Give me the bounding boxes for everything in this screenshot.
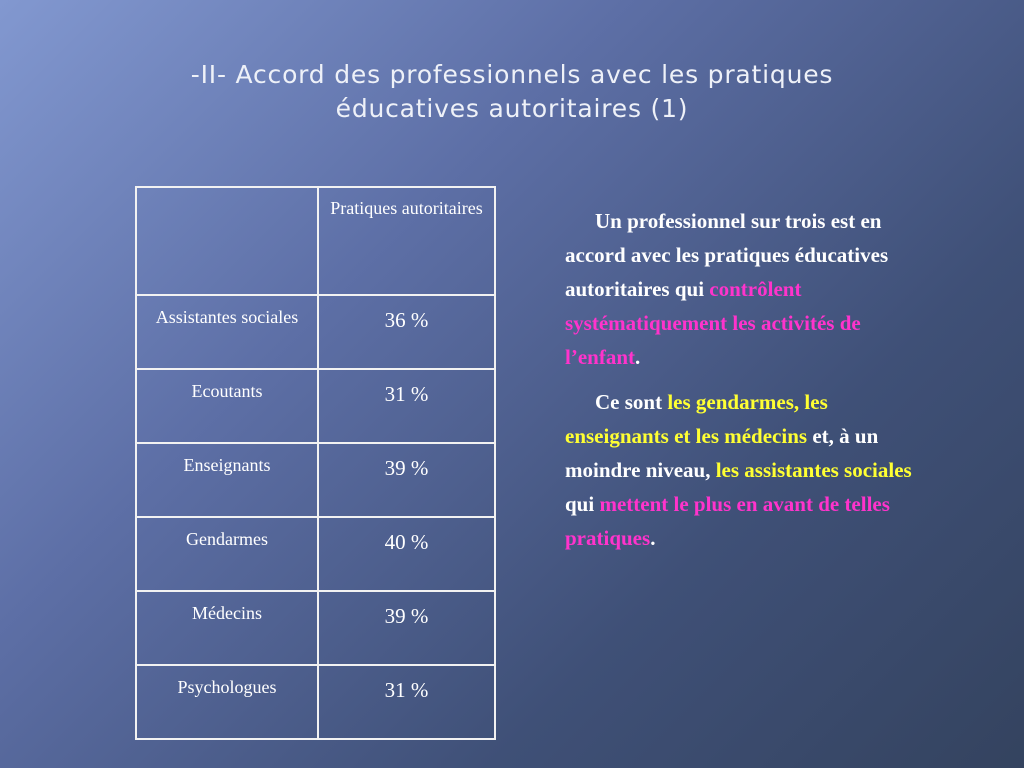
summary-text: et, à un moindre niveau,	[565, 424, 879, 482]
summary-text-end: .	[650, 526, 656, 550]
table-row	[136, 591, 495, 665]
summary-text: Un professionnel sur trois est en accord avec les pratiques éducatives autoritaires qui	[565, 209, 889, 301]
table-row-label: Ecoutants	[136, 369, 318, 443]
highlight-pink-text: contrôlent systématiquement les activités de l’enfant	[565, 277, 861, 369]
summary-text: Ce sont	[595, 390, 668, 414]
slide-title: -II- Accord des professionnels avec les pratiques éducatives autoritaires (1)	[190, 60, 834, 123]
summary-text-box	[565, 204, 925, 566]
highlight-pink-text: mettent le plus en avant de telles pratiques	[565, 492, 890, 550]
table-corner-cell	[136, 187, 318, 295]
table-row	[136, 443, 495, 517]
summary-text: qui	[565, 492, 600, 516]
table-row	[136, 369, 495, 443]
table-row	[136, 517, 495, 591]
table-row-label: Gendarmes	[136, 517, 318, 591]
table-column-header: Pratiques autoritaires	[318, 187, 495, 295]
highlight-yellow-text: les gendarmes, les enseignants et les médecins	[565, 390, 828, 448]
table-row-value: 31 %	[318, 369, 495, 443]
table-row	[136, 295, 495, 369]
table-row-label: Psychologues	[136, 665, 318, 739]
table-row-value: 36 %	[318, 295, 495, 369]
highlight-yellow-text: les assistantes sociales	[715, 458, 912, 482]
table-row-label: Assistantes sociales	[136, 295, 318, 369]
table-row-value: 31 %	[318, 665, 495, 739]
summary-paragraph-2	[565, 385, 925, 555]
table-row	[136, 665, 495, 739]
table-row-label: Enseignants	[136, 443, 318, 517]
table-header-row	[136, 187, 495, 295]
table-row-value: 39 %	[318, 591, 495, 665]
summary-text-end: .	[635, 345, 641, 369]
data-table	[135, 186, 496, 740]
table-row-value: 39 %	[318, 443, 495, 517]
summary-paragraph-1	[565, 204, 925, 374]
table-row-label: Médecins	[136, 591, 318, 665]
table-row-value: 40 %	[318, 517, 495, 591]
